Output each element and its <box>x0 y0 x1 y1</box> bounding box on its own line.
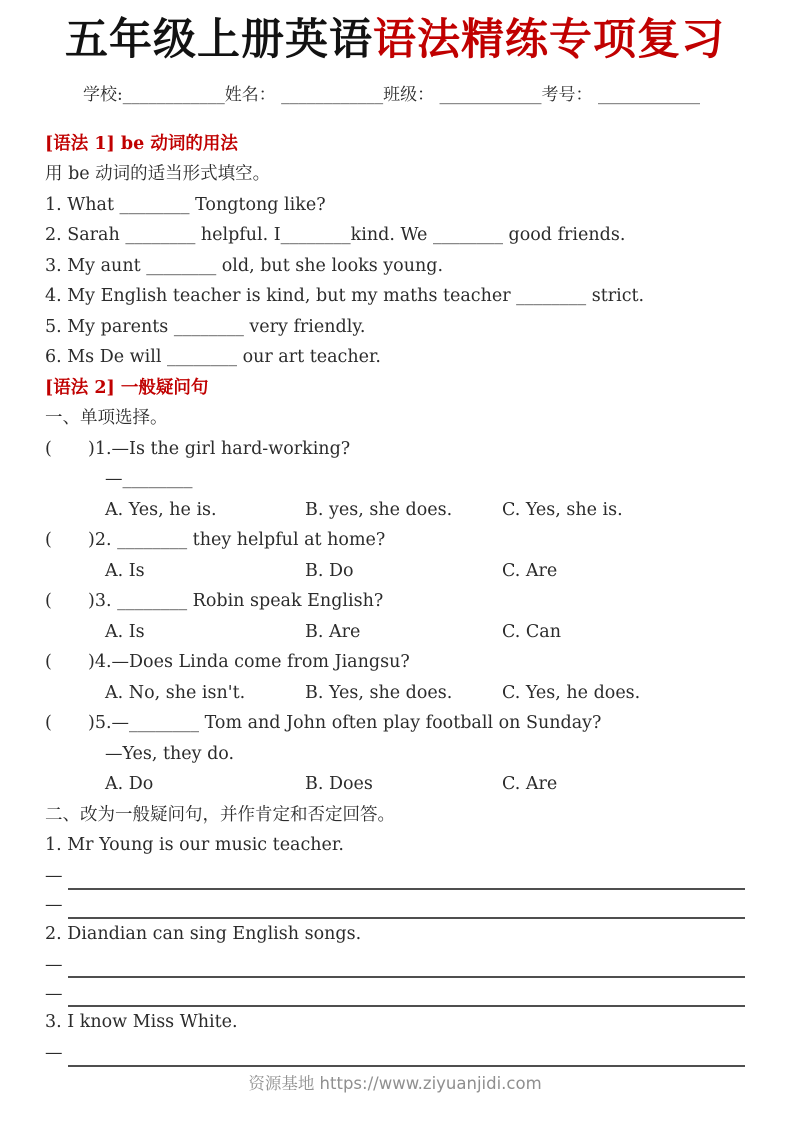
mcq-question-5 <box>45 708 745 739</box>
option-a: A. Do <box>105 774 154 795</box>
question-text: —________ Tom and John often play football on Sunday? <box>111 713 602 734</box>
option-c: C. Are <box>502 774 558 795</box>
option-c: C. Can <box>502 621 561 642</box>
mcq-question-2-options <box>45 556 745 587</box>
question-text: —Is the girl hard-working? <box>111 438 351 459</box>
answer-line <box>45 890 745 919</box>
question-text: ________ they helpful at home? <box>111 530 386 551</box>
question-text: ________ Robin speak English? <box>111 591 384 612</box>
option-a: A. Is <box>105 560 145 581</box>
option-c: C. Are <box>502 560 558 581</box>
question-number: )5. <box>88 713 112 734</box>
answer-rule-line <box>68 888 745 890</box>
fill-blank-item-1: 1. What ________ Tongtong like? <box>45 194 326 215</box>
footer-watermark: 资源基地 https://www.ziyuanjidi.com <box>248 1073 542 1093</box>
mcq-question-2 <box>45 525 745 556</box>
fill-blank-item-6: 6. Ms De will ________ our art teacher. <box>45 347 381 368</box>
question-number: )2. <box>88 530 112 551</box>
fill-blank-item-5: 5. My parents ________ very friendly. <box>45 316 366 337</box>
answer-paren: ( <box>45 591 52 612</box>
answer-dash: — <box>45 1043 63 1064</box>
answer-line <box>45 1038 745 1067</box>
answer-dash: — <box>45 954 63 975</box>
option-b: B. yes, she does. <box>305 499 453 520</box>
title-red-part: 语法精练专项复习 <box>373 15 725 65</box>
answer-line <box>45 978 745 1007</box>
school-blank: ____________ <box>122 84 225 105</box>
option-a: A. No, she isn't. <box>105 682 246 703</box>
class-blank: ____________ <box>434 84 542 105</box>
option-a: A. Yes, he is. <box>105 499 217 520</box>
mcq-question-3-options <box>45 617 745 648</box>
mcq-question-1-followup: —________ <box>105 469 193 490</box>
mcq-question-4-options <box>45 678 745 709</box>
answer-line <box>45 861 745 890</box>
part1-title: 一、单项选择。 <box>45 408 168 429</box>
name-label: 姓名： <box>224 84 276 105</box>
fill-blank-item-4: 4. My English teacher is kind, but my maths teacher ________ strict. <box>45 286 645 307</box>
answer-paren: ( <box>45 652 52 673</box>
answer-paren: ( <box>45 713 52 734</box>
fill-blank-item-3: 3. My aunt ________ old, but she looks young. <box>45 255 444 276</box>
answer-paren: ( <box>45 438 52 459</box>
name-blank: ____________ <box>275 84 384 105</box>
page-title <box>45 0 745 68</box>
section1-header: [语法 1] be 动词的用法 <box>45 133 238 154</box>
part2-title: 二、改为一般疑问句，并作肯定和否定回答。 <box>45 804 395 825</box>
mcq-question-5-followup: —Yes, they do. <box>105 743 235 764</box>
section2-header: [语法 2] 一般疑问句 <box>45 377 209 398</box>
answer-rule-line <box>68 1065 745 1067</box>
class-label: 班级： <box>383 84 435 105</box>
answer-dash: — <box>45 983 63 1004</box>
question-text: —Does Linda come from Jiangsu? <box>111 652 410 673</box>
option-c: C. Yes, she is. <box>502 499 623 520</box>
option-a: A. Is <box>105 621 145 642</box>
school-label: 学校: <box>83 84 123 105</box>
option-b: B. Does <box>305 774 373 795</box>
title-black-part: 五年级上册英语 <box>65 15 373 65</box>
answer-dash: — <box>45 895 63 916</box>
mcq-question-1-options <box>45 495 745 526</box>
mcq-question-1 <box>45 434 745 465</box>
answer-rule-line <box>68 976 745 978</box>
section1-instruction: 用 be 动词的适当形式填空。 <box>45 164 271 185</box>
option-b: B. Yes, she does. <box>305 682 453 703</box>
mcq-question-5-options <box>45 769 745 800</box>
question-number: )4. <box>88 652 112 673</box>
question-number: )1. <box>88 438 112 459</box>
option-b: B. Do <box>305 560 354 581</box>
option-b: B. Are <box>305 621 361 642</box>
mcq-question-3 <box>45 586 745 617</box>
rewrite-item-2: 2. Diandian can sing English songs. <box>45 923 362 944</box>
exam-number-blank: ____________ <box>592 84 700 105</box>
student-info-row <box>45 82 745 108</box>
answer-line <box>45 949 745 978</box>
mcq-question-4 <box>45 647 745 678</box>
answer-paren: ( <box>45 530 52 551</box>
answer-dash: — <box>45 866 63 887</box>
worksheet-body <box>45 129 745 1067</box>
rewrite-item-1: 1. Mr Young is our music teacher. <box>45 835 344 856</box>
exam-number-label: 考号： <box>541 84 593 105</box>
option-c: C. Yes, he does. <box>502 682 641 703</box>
question-number: )3. <box>88 591 112 612</box>
rewrite-item-3: 3. I know Miss White. <box>45 1012 238 1033</box>
fill-blank-item-2: 2. Sarah ________ helpful. I________kind. We ________ good friends. <box>45 225 626 246</box>
